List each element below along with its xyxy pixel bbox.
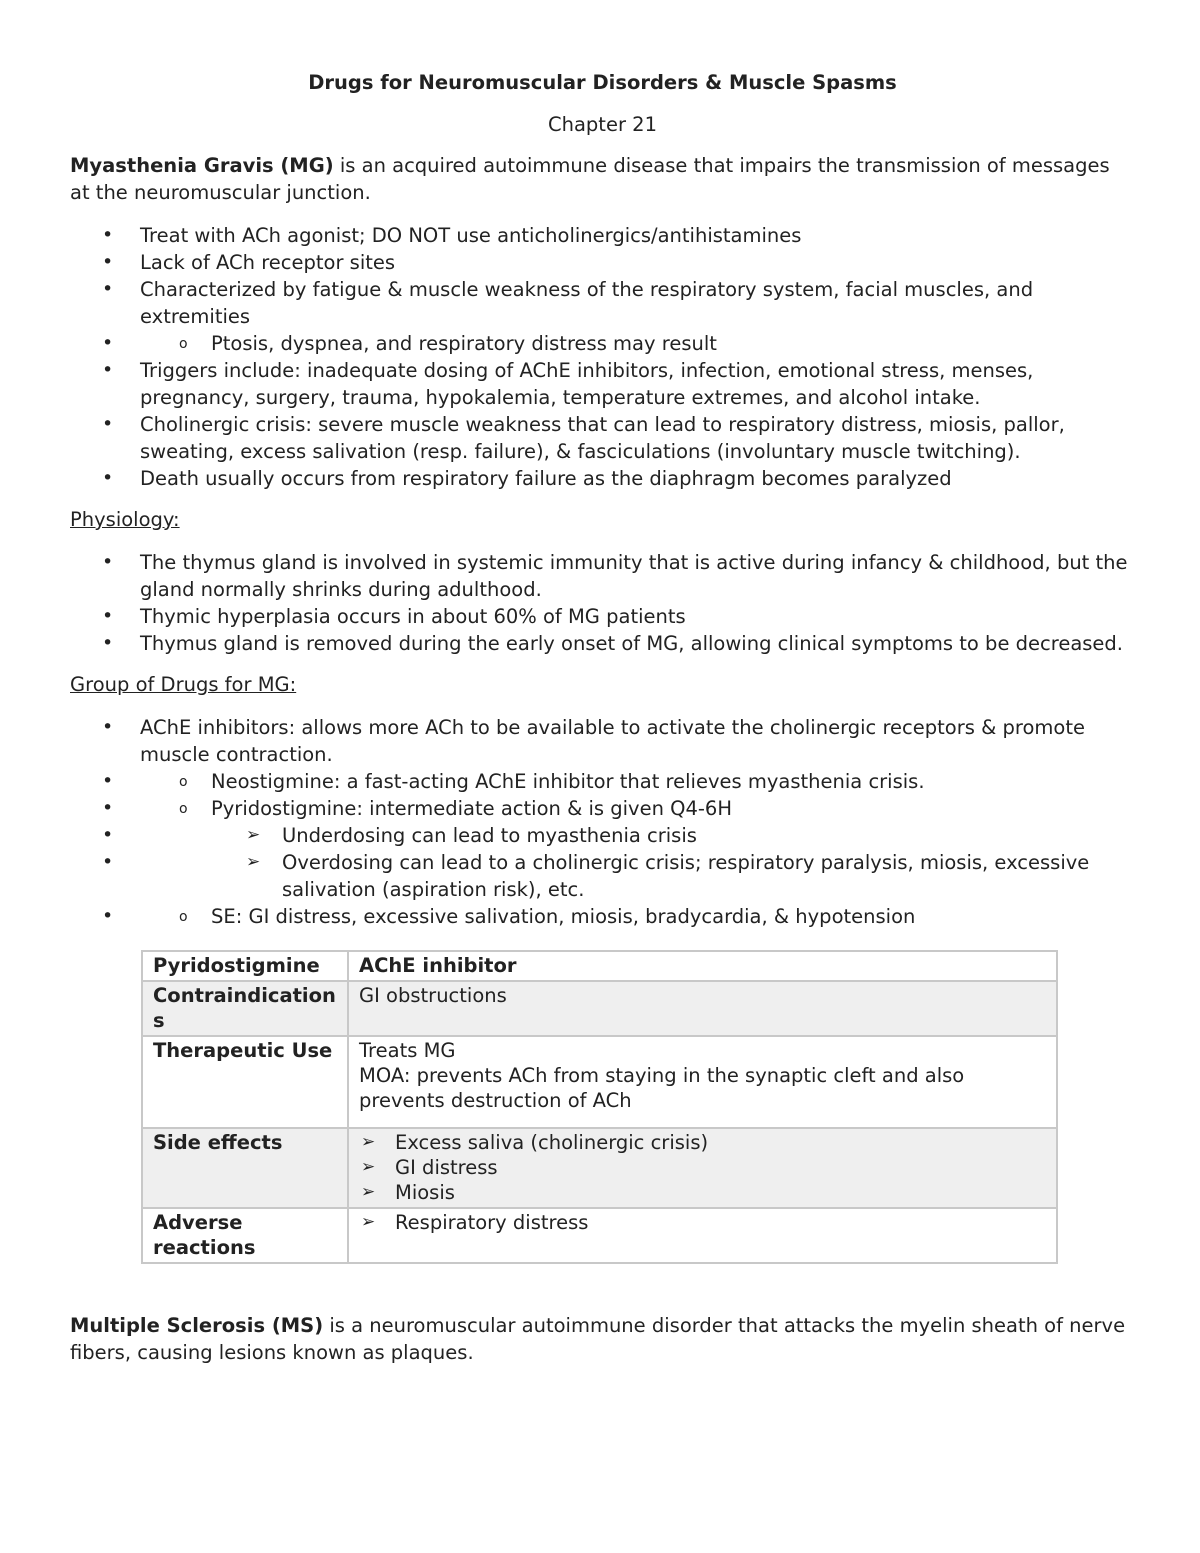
mg-intro xyxy=(70,152,1135,206)
mg-term: Myasthenia Gravis (MG) xyxy=(70,154,334,177)
contra-label-cell: Contraindications xyxy=(142,981,348,1036)
list-item: ➢ GI distress xyxy=(359,1155,1046,1180)
list-item: ➢ Excess saliva (cholinergic crisis) xyxy=(359,1130,1046,1155)
list-item: ➢ Miosis xyxy=(359,1180,1046,1205)
table-row xyxy=(142,951,1057,981)
list-item: ➢ Respiratory distress xyxy=(359,1210,1046,1235)
list-item: • AChE inhibitors: allows more ACh to be available to activate the cholinergic receptors & promote muscle contraction. xyxy=(70,714,1135,768)
table-row xyxy=(142,981,1057,1036)
arrow-bullet-icon: • ➢ xyxy=(246,825,261,845)
mg-intro-text: is an acquired autoimmune disease that impairs the transmission of messages at the neuromuscular junction. xyxy=(70,154,1110,204)
list-item: • Treat with ACh agonist; DO NOT use anticholinergics/antihistamines xyxy=(70,222,1135,249)
list-item: • Lack of ACh receptor sites xyxy=(70,249,1135,276)
table-row xyxy=(142,1036,1057,1128)
document-page xyxy=(70,68,1135,1366)
list-item-sub2 xyxy=(70,849,1135,903)
circle-bullet-icon: • o xyxy=(179,801,188,817)
use-value-line: Treats MG xyxy=(359,1039,456,1062)
drug-class-cell xyxy=(348,951,1057,981)
list-item: • Death usually occurs from respiratory failure as the diaphragm becomes paralyzed xyxy=(70,465,1135,492)
use-value-cell xyxy=(348,1036,1057,1128)
list-item-text: Neostigmine: a fast-acting AChE inhibitor that relieves myasthenia crisis. xyxy=(211,770,925,793)
ar-value-cell xyxy=(348,1208,1057,1263)
drugs-heading: Group of Drugs for MG: xyxy=(70,673,297,696)
ms-term: Multiple Sclerosis (MS) xyxy=(70,1314,324,1337)
table-row xyxy=(142,1128,1057,1208)
drug-class-text: AChE inhibitor xyxy=(359,954,517,977)
contra-value-cell: GI obstructions xyxy=(348,981,1057,1036)
se-label-cell: Side effects xyxy=(142,1128,348,1208)
ms-intro-text: is a neuromuscular autoimmune disorder that attacks the myelin sheath of nerve fibers, causing lesions known as plaques. xyxy=(70,1314,1126,1364)
list-item: • Triggers include: inadequate dosing of AChE inhibitors, infection, emotional stress, menses, pregnancy, surgery, trauma, hypokalemia, temperature extremes, and alcohol intake. xyxy=(70,357,1135,411)
list-item-sub xyxy=(70,795,1135,822)
se-value-cell xyxy=(348,1128,1057,1208)
circle-bullet-icon: • o xyxy=(179,909,188,925)
ar-label-cell: Adverse reactions xyxy=(142,1208,348,1263)
list-item: • Characterized by fatigue & muscle weakness of the respiratory system, facial muscles, and extremities xyxy=(70,276,1135,330)
list-item: • Thymus gland is removed during the early onset of MG, allowing clinical symptoms to be decreased. xyxy=(70,630,1135,657)
list-item-text: Ptosis, dyspnea, and respiratory distress may result xyxy=(211,332,717,355)
list-item-text: Pyridostigmine: intermediate action & is given Q4-6H xyxy=(211,797,733,820)
adverse-reactions-list xyxy=(359,1210,1046,1235)
list-item-text: Underdosing can lead to myasthenia crisis xyxy=(282,824,697,847)
document-title: Drugs for Neuromuscular Disorders & Muscle Spasms xyxy=(308,71,897,94)
drugs-list xyxy=(70,714,1135,930)
physiology-heading: Physiology: xyxy=(70,508,180,531)
list-item-sub xyxy=(70,330,1135,357)
pyridostigmine-table xyxy=(141,950,1058,1264)
list-item-sub2 xyxy=(70,822,1135,849)
circle-bullet-icon: • o xyxy=(179,336,188,352)
mg-points-list xyxy=(70,222,1135,492)
side-effects-list xyxy=(359,1130,1046,1205)
table-row xyxy=(142,1208,1057,1263)
use-label-cell: Therapeutic Use xyxy=(142,1036,348,1128)
ms-intro xyxy=(70,1312,1135,1366)
circle-bullet-icon: • o xyxy=(179,774,188,790)
chapter-label: Chapter 21 xyxy=(548,113,657,136)
arrow-bullet-icon: • ➢ xyxy=(246,852,261,872)
list-item-text: Overdosing can lead to a cholinergic crisis; respiratory paralysis, miosis, excessive salivation (aspiration risk), etc. xyxy=(282,851,1090,901)
list-item: • The thymus gland is involved in systemic immunity that is active during infancy & childhood, but the gland normally shrinks during adulthood. xyxy=(70,549,1135,603)
drug-name-cell: Pyridostigmine xyxy=(142,951,348,981)
list-item-text: SE: GI distress, excessive salivation, miosis, bradycardia, & hypotension xyxy=(211,905,916,928)
list-item-sub xyxy=(70,768,1135,795)
list-item-sub xyxy=(70,903,1135,930)
use-value-line: MOA: prevents ACh from staying in the synaptic cleft and also prevents destruction of ACh xyxy=(359,1064,965,1112)
physiology-list xyxy=(70,549,1135,657)
list-item: • Thymic hyperplasia occurs in about 60% of MG patients xyxy=(70,603,1135,630)
list-item: • Cholinergic crisis: severe muscle weakness that can lead to respiratory distress, miosis, pallor, sweating, excess salivation (resp. failure), & fasciculations (involuntary muscle twitching). xyxy=(70,411,1135,465)
